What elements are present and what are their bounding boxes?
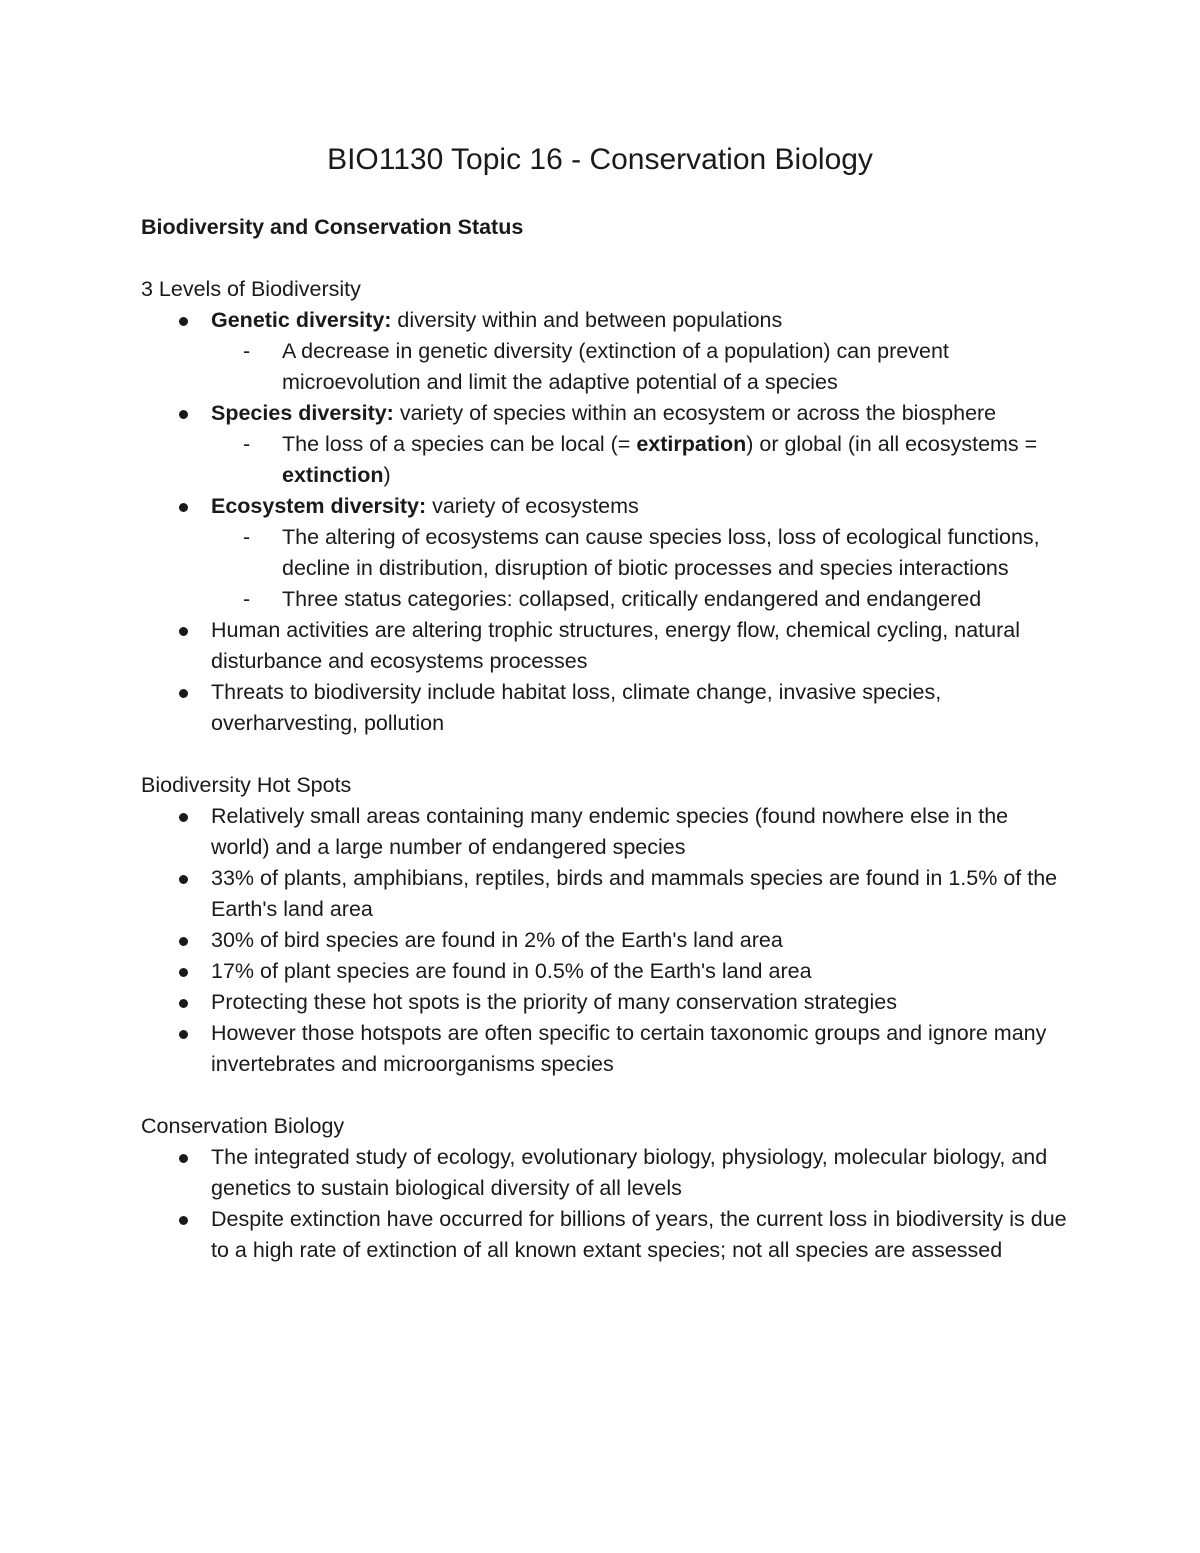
text-genetic: diversity within and between populations — [391, 308, 783, 332]
levels-list — [141, 305, 1071, 739]
document-body — [141, 212, 1071, 1266]
section-heading: Biodiversity and Conservation Status — [141, 215, 524, 239]
list-item: Despite extinction have occurred for billions of years, the current loss in biodiversity is due to a high rate of extinction of all known extant species; not all species are assessed — [141, 1204, 1071, 1266]
list-item-human: Human activities are altering trophic structures, energy flow, chemical cycling, natural disturbance and ecosystems processes — [141, 615, 1071, 677]
list-item: 33% of plants, amphibians, reptiles, birds and mammals species are found in 1.5% of the Earth's land area — [141, 863, 1071, 925]
sub-species-c: ) or global (in all ecosystems = — [746, 432, 1038, 456]
sub-species-e: ) — [383, 463, 391, 487]
blank-line — [141, 243, 1071, 274]
list-item-ecosystem — [141, 491, 1071, 615]
subheading-hotspots: Biodiversity Hot Spots — [141, 773, 352, 797]
hotspots-list — [141, 801, 1071, 1080]
sub-item-ecosystem-1: - The altering of ecosystems can cause species loss, loss of ecological functions, decline in distribution, disruption of biotic processes and species interactions — [141, 522, 1071, 584]
list-item-threats: Threats to biodiversity include habitat loss, climate change, invasive species, overharvesting, pollution — [141, 677, 1071, 739]
list-item: 17% of plant species are found in 0.5% of the Earth's land area — [141, 956, 1071, 987]
conservation-list — [141, 1142, 1071, 1266]
blank-line — [141, 1080, 1071, 1111]
term-extinction: extinction — [282, 463, 384, 487]
text-species: variety of species within an ecosystem or across the biosphere — [393, 401, 997, 425]
sub-item-ecosystem-2: - Three status categories: collapsed, critically endangered and endangered — [141, 584, 1071, 615]
list-item: Protecting these hot spots is the priority of many conservation strategies — [141, 987, 1071, 1018]
subheading-conservation: Conservation Biology — [141, 1114, 345, 1138]
list-item-genetic — [141, 305, 1071, 398]
list-item: 30% of bird species are found in 2% of the Earth's land area — [141, 925, 1071, 956]
list-item: The integrated study of ecology, evolutionary biology, physiology, molecular biology, and genetics to sustain biological diversity of all levels — [141, 1142, 1071, 1204]
blank-line — [141, 739, 1071, 770]
term-ecosystem: Ecosystem diversity: — [211, 494, 427, 518]
species-sublist — [211, 429, 1071, 491]
page-title: BIO1130 Topic 16 - Conservation Biology — [327, 143, 873, 176]
genetic-sublist — [211, 336, 1071, 398]
text-ecosystem: variety of ecosystems — [426, 494, 639, 518]
term-species: Species diversity: — [211, 401, 394, 425]
ecosystem-sublist — [211, 522, 1071, 615]
list-item-species — [141, 398, 1071, 491]
sub-species-a: The loss of a species can be local (= — [282, 432, 637, 456]
sub-item-genetic: - A decrease in genetic diversity (extinction of a population) can prevent microevolution and limit the adaptive potential of a species — [141, 336, 1071, 398]
list-item: However those hotspots are often specific to certain taxonomic groups and ignore many invertebrates and microorganisms species — [141, 1018, 1071, 1080]
subheading-levels: 3 Levels of Biodiversity — [141, 277, 361, 301]
sub-item-species — [141, 429, 1071, 491]
term-genetic: Genetic diversity: — [211, 308, 392, 332]
list-item: Relatively small areas containing many endemic species (found nowhere else in the world) and a large number of endangered species — [141, 801, 1071, 863]
term-extirpation: extirpation — [636, 432, 747, 456]
